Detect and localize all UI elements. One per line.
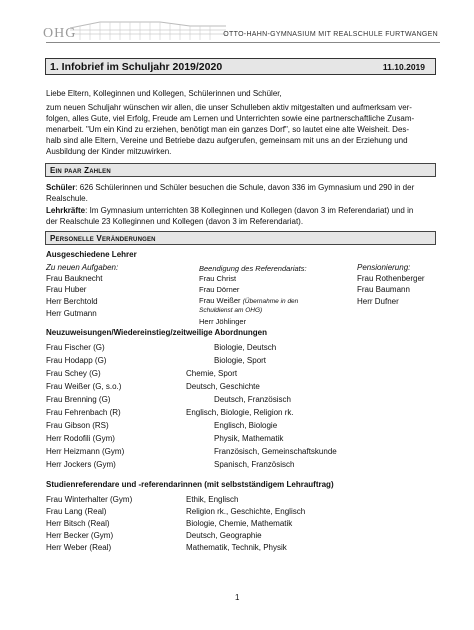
teacher-name: Frau Hodapp (G) — [46, 356, 107, 365]
teachers-text: : Im Gymnasium unterrichten 38 Kolleginnen und Kollegen (davon 3 im Referendariat) und in — [85, 206, 414, 215]
teacher-name: Herr Rodofili (Gym) — [46, 434, 115, 443]
new-teachers-heading: Neuzuweisungen/Wiedereinstieg/zeitweilige Abordnungen — [46, 328, 267, 337]
students-line — [46, 183, 414, 193]
teacher-name: Frau Weißer (G, s.o.) — [46, 382, 122, 391]
section-title: Ein paar Zahlen — [50, 166, 111, 175]
trainee-subjects: Mathematik, Technik, Physik — [186, 543, 287, 552]
list-item: Herr Gutmann — [46, 309, 97, 318]
teacher-subjects: Physik, Mathematik — [214, 434, 284, 443]
teacher-name: Frau Fischer (G) — [46, 343, 105, 352]
title-bar — [45, 58, 436, 75]
students-line-2: Realschule. — [46, 194, 88, 203]
teacher-name: Frau Schey (G) — [46, 369, 101, 378]
trainee-name: Herr Bitsch (Real) — [46, 519, 110, 528]
trainee-subjects: Biologie, Chemie, Mathematik — [186, 519, 293, 528]
teacher-subjects: Deutsch, Geschichte — [186, 382, 260, 391]
teachers-line-2: der Realschule 23 Kolleginnen und Kollegen (davon 3 im Referendariat). — [46, 217, 304, 226]
teacher-subjects: Deutsch, Französisch — [214, 395, 291, 404]
section-header-personnel — [45, 231, 436, 245]
students-label: Schüler — [46, 183, 76, 192]
section-title: Personelle Veränderungen — [50, 234, 156, 243]
header-divider — [46, 42, 440, 43]
trainee-subjects: Ethik, Englisch — [186, 495, 239, 504]
section-header-numbers — [45, 163, 436, 177]
teacher-name: Frau Brenning (G) — [46, 395, 111, 404]
note: (Übernahme in den — [242, 298, 299, 305]
list-item: Herr Berchtold — [46, 297, 98, 306]
page-number: 1 — [235, 593, 240, 602]
trainee-name: Herr Becker (Gym) — [46, 531, 114, 540]
list-item: Frau Huber — [46, 285, 87, 294]
list-item: Herr Jöhlinger — [199, 317, 247, 326]
teacher-subjects: Englisch, Biologie, Religion rk. — [186, 408, 294, 417]
intro-line: menarbeit. "Um ein Kind zu erziehen, benötigt man ein ganzes Dorf", so lautet eine alte Weisheit. Des- — [46, 125, 410, 134]
page-title: 1. Infobrief im Schuljahr 2019/2020 — [50, 61, 223, 73]
list-item: Frau Christ — [199, 274, 237, 283]
intro-line: Ausbildung der Kinder mitzuwirken. — [46, 147, 172, 156]
list-item: Frau Dörner — [199, 285, 240, 294]
trainees-heading: Studienreferendare und -referendarinnen (mit selbstständigem Lehrauftrag) — [46, 480, 334, 489]
teacher-subjects: Englisch, Biologie — [214, 421, 278, 430]
list-item-name: Frau Weißer — [199, 296, 241, 305]
issue-date: 11.10.2019 — [382, 62, 425, 72]
trainee-name: Frau Winterhalter (Gym) — [46, 495, 133, 504]
teacher-name: Herr Jockers (Gym) — [46, 460, 116, 469]
teacher-subjects: Spanisch, Französisch — [214, 460, 295, 469]
intro-line: zum neuen Schuljahr wünschen wir allen, die unser Schulleben aktiv mitgestalten und aufmerksam ver- — [46, 103, 412, 112]
list-item: Frau Rothenberger — [357, 274, 425, 283]
trainee-subjects: Deutsch, Geographie — [186, 531, 262, 540]
trainee-name: Herr Weber (Real) — [46, 543, 112, 552]
teachers-line — [46, 206, 413, 216]
note-line-2: Schuldienst am OHG) — [199, 307, 263, 314]
intro-line: halb sind alle Eltern, Vereine und Betriebe dazu aufgerufen, gemeinsam mit uns an der Erziehung und — [46, 136, 408, 145]
intro-line: folgen, alles Gute, viel Erfolg, Freude am Lernen und Unterrichten sowie eine partnerschaftliche Zusam- — [46, 114, 415, 123]
teacher-subjects: Biologie, Deutsch — [214, 343, 277, 352]
departed-heading: Ausgeschiedene Lehrer — [46, 250, 137, 259]
list-item — [199, 296, 298, 307]
col3-heading: Pensionierung: — [357, 263, 411, 272]
students-text: : 626 Schülerinnen und Schüler besuchen die Schule, davon 336 im Gymnasium und 290 in der — [75, 183, 415, 192]
teacher-name: Herr Heizmann (Gym) — [46, 447, 125, 456]
logo-text: OHG — [43, 26, 77, 41]
col1-heading: Zu neuen Aufgaben: — [46, 263, 119, 272]
teacher-subjects: Chemie, Sport — [186, 369, 238, 378]
trainee-name: Frau Lang (Real) — [46, 507, 107, 516]
school-name: OTTO-HAHN-GYMNASIUM MIT REALSCHULE FURTWANGEN — [223, 31, 438, 38]
trainee-subjects: Religion rk., Geschichte, Englisch — [186, 507, 306, 516]
col2-heading: Beendigung des Referendariats: — [199, 264, 307, 273]
teacher-subjects: Französisch, Gemeinschaftskunde — [214, 447, 337, 456]
teachers-label: Lehrkräfte — [46, 206, 86, 215]
teacher-name: Frau Gibson (RS) — [46, 421, 109, 430]
teacher-subjects: Biologie, Sport — [214, 356, 267, 365]
list-item: Frau Baumann — [357, 285, 410, 294]
list-item: Frau Bauknecht — [46, 274, 103, 283]
teacher-name: Frau Fehrenbach (R) — [46, 408, 121, 417]
list-item: Herr Dufner — [357, 297, 399, 306]
greeting: Liebe Eltern, Kolleginnen und Kollegen, Schülerinnen und Schüler, — [46, 89, 282, 98]
